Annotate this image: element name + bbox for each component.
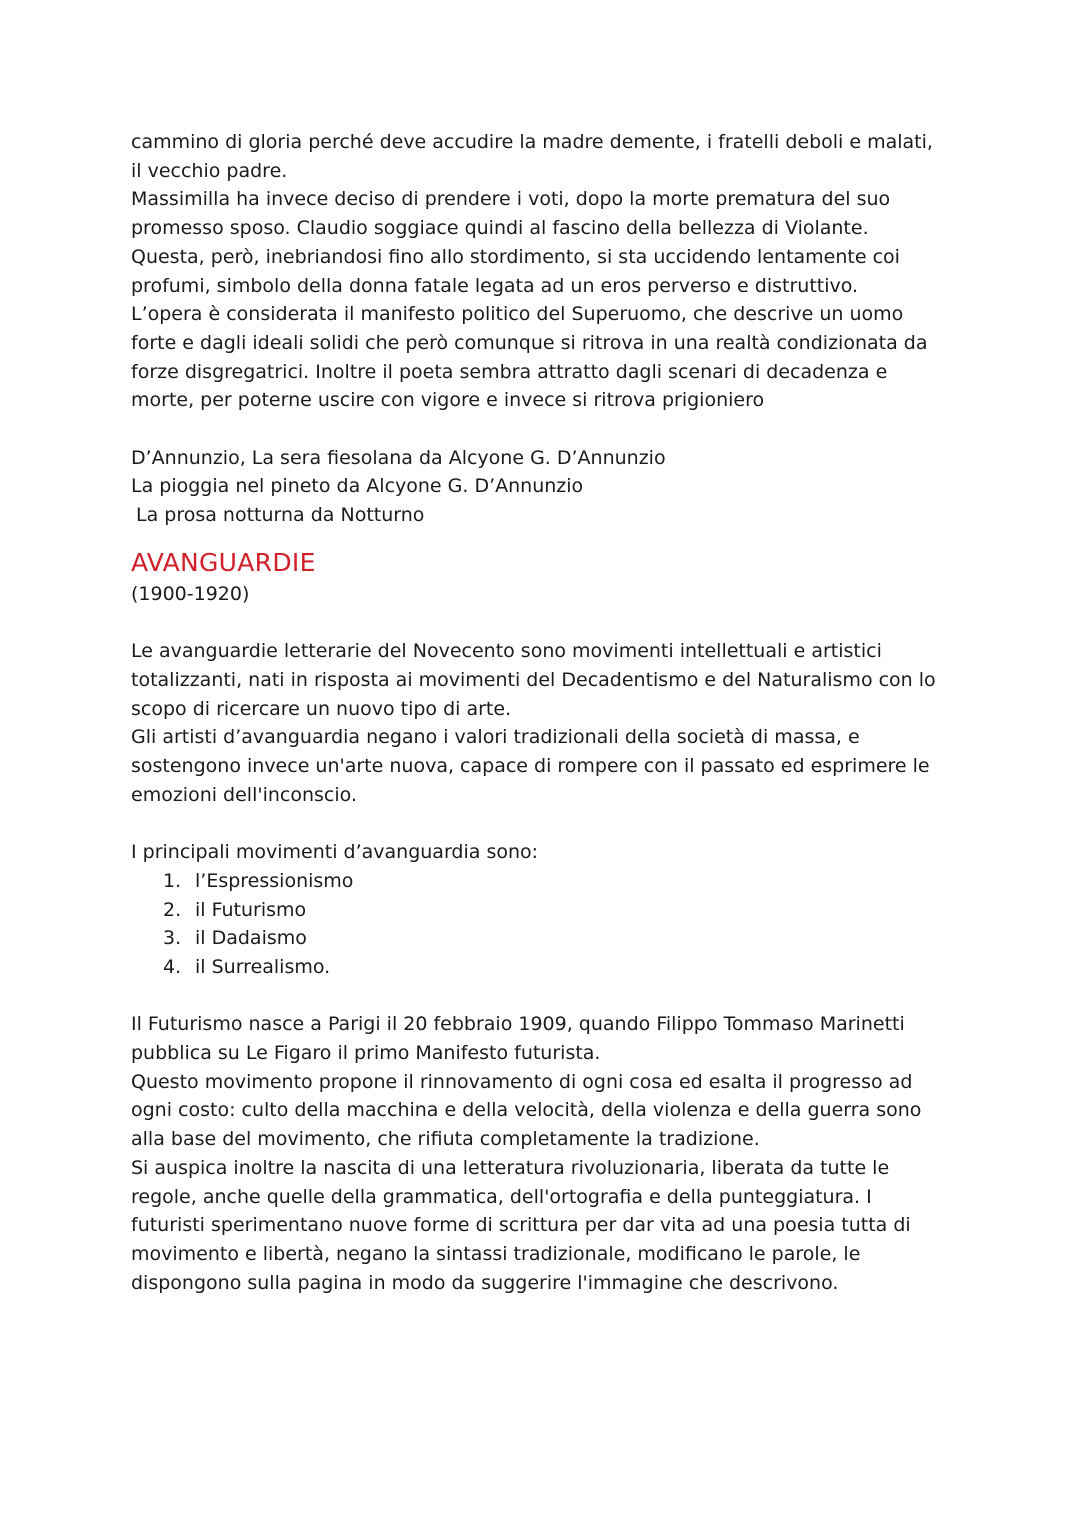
intro-paragraph xyxy=(131,128,961,415)
text-line: ogni costo: culto della macchina e della velocità, della violenza e della guerra sono xyxy=(131,1099,922,1122)
list-label: il Dadaismo xyxy=(195,927,307,950)
list-item xyxy=(131,896,961,925)
text-line: profumi, simbolo della donna fatale legata ad un eros perverso e distruttivo. xyxy=(131,274,859,297)
text-line: Si auspica inoltre la nascita di una letteratura rivoluzionaria, liberata da tutte le xyxy=(131,1156,890,1179)
spacer xyxy=(131,982,961,1011)
spacer xyxy=(131,809,961,838)
list-number: 4. xyxy=(163,955,182,978)
text-line: sostengono invece un'arte nuova, capace di rompere con il passato ed esprimere le xyxy=(131,755,930,778)
text-line: totalizzanti, nati in risposta ai movimenti del Decadentismo e del Naturalismo con lo xyxy=(131,668,936,691)
text-line: promesso sposo. Claudio soggiace quindi al fascino della bellezza di Violante. xyxy=(131,217,869,240)
list-label: il Futurismo xyxy=(195,898,307,921)
avanguardie-paragraph xyxy=(131,637,961,809)
text-line: il vecchio padre. xyxy=(131,159,288,182)
work-item: La prosa notturna da Notturno xyxy=(136,504,425,527)
text-line: Massimilla ha invece deciso di prendere i voti, dopo la morte prematura del suo xyxy=(131,188,891,211)
work-item: La pioggia nel pineto da Alcyone G. D’Annunzio xyxy=(131,475,584,498)
text-line: Il Futurismo nasce a Parigi il 20 febbraio 1909, quando Filippo Tommaso Marinetti xyxy=(131,1013,905,1036)
text-line: emozioni dell'inconscio. xyxy=(131,783,357,806)
text-line: scopo di ricercare un nuovo tipo di arte. xyxy=(131,697,512,720)
text-line: regole, anche quelle della grammatica, dell'ortografia e della punteggiatura. I xyxy=(131,1185,872,1208)
movements-list xyxy=(131,867,961,982)
text-line: cammino di gloria perché deve accudire la madre demente, i fratelli deboli e malati, xyxy=(131,131,933,153)
works-list xyxy=(131,444,961,530)
document-page xyxy=(131,128,961,1297)
text-line: pubblica su Le Figaro il primo Manifesto futurista. xyxy=(131,1042,601,1065)
text-line: Questo movimento propone il rinnovamento di ogni cosa ed esalta il progresso ad xyxy=(131,1070,913,1093)
futurismo-paragraph xyxy=(131,1010,961,1297)
text-line: alla base del movimento, che rifiuta completamente la tradizione. xyxy=(131,1128,760,1151)
text-line: forte e dagli ideali solidi che però comunque si ritrova in una realtà condizionata da xyxy=(131,331,928,354)
list-label: l’Espressionismo xyxy=(195,869,354,892)
spacer xyxy=(131,609,961,638)
list-item xyxy=(131,924,961,953)
section-dates: (1900-1920) xyxy=(131,582,250,605)
list-item xyxy=(131,953,961,982)
text-line: Le avanguardie letterarie del Novecento sono movimenti intellettuali e artistici xyxy=(131,640,882,663)
section-title: AVANGUARDIE xyxy=(131,547,316,577)
text-line: Questa, però, inebriandosi fino allo stordimento, si sta uccidendo lentamente coi xyxy=(131,245,900,268)
text-line: Gli artisti d’avanguardia negano i valori tradizionali della società di massa, e xyxy=(131,726,860,749)
list-label: il Surrealismo. xyxy=(195,955,331,978)
text-line: morte, per poterne uscire con vigore e invece si ritrova prigioniero xyxy=(131,389,765,412)
spacer xyxy=(131,415,961,444)
text-line: L’opera è considerata il manifesto politico del Superuomo, che descrive un uomo xyxy=(131,303,904,326)
text-line: futuristi sperimentano nuove forme di scrittura per dar vita ad una poesia tutta di xyxy=(131,1214,911,1237)
list-number: 2. xyxy=(163,898,182,921)
list-number: 1. xyxy=(163,869,182,892)
text-line: forze disgregatrici. Inoltre il poeta sembra attratto dagli scenari di decadenza e xyxy=(131,360,888,383)
list-item xyxy=(131,867,961,896)
list-number: 3. xyxy=(163,927,182,950)
work-item: D’Annunzio, La sera fiesolana da Alcyone G. D’Annunzio xyxy=(131,446,666,469)
text-line: movimento e libertà, negano la sintassi tradizionale, modificano le parole, le xyxy=(131,1242,861,1265)
movements-intro: I principali movimenti d’avanguardia sono: xyxy=(131,841,539,864)
text-line: dispongono sulla pagina in modo da suggerire l'immagine che descrivono. xyxy=(131,1271,839,1294)
